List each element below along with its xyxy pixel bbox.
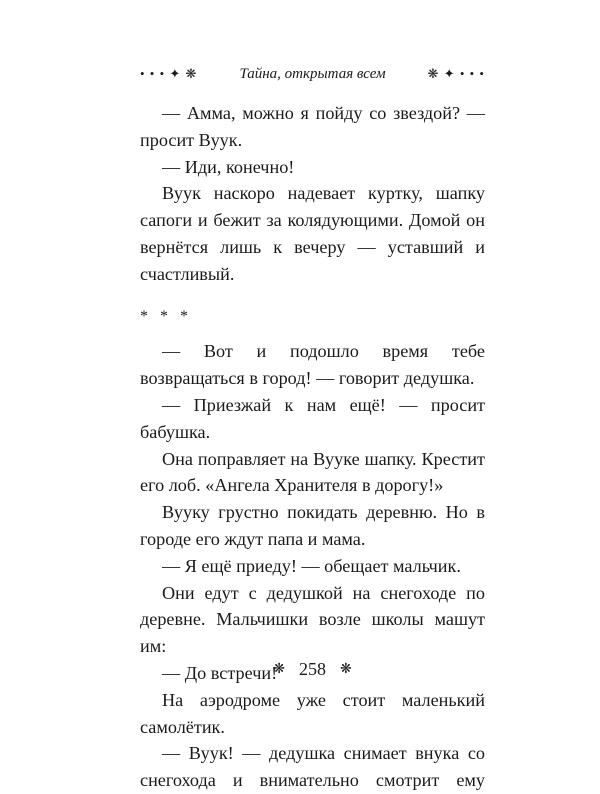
running-header bbox=[140, 62, 485, 86]
paragraph: Вууку грустно покидать деревню. Но в городе его ждут папа и мама. bbox=[140, 502, 485, 549]
paragraph: На аэродроме уже стоит маленький самолётик. bbox=[140, 689, 485, 737]
running-title: Тайна, открытая всем bbox=[239, 65, 386, 82]
header-right-ornament: ❋ ✦ • • • bbox=[427, 66, 485, 81]
footer-right-ornament: ❋ bbox=[340, 661, 352, 677]
paragraph: — До встречи! bbox=[162, 662, 278, 683]
header-left-ornament: • • • ✦ ❋ bbox=[140, 66, 198, 81]
footer-left-ornament: ❋ bbox=[273, 661, 285, 677]
paragraph: — Вот и подошло время тебе возвращаться в город! — говорит дедушка. bbox=[140, 341, 485, 389]
paragraph: Она поправляет на Вууке шапку. Крестит его лоб. «Ангела Хранителя в дорогу!» bbox=[140, 448, 485, 496]
paragraph: — Я ещё приеду! — обещает мальчик. bbox=[162, 555, 461, 576]
paragraph: — Приезжай к нам ещё! — просит бабушка. bbox=[140, 394, 485, 442]
section-separator: * * * bbox=[140, 307, 192, 325]
paragraph: Вуук наскоро надевает куртку, шапку сапоги и бежит за колядующими. Домой он вернётся лишь к вечеру — уставший и счастливый. bbox=[140, 183, 485, 284]
page-footer bbox=[140, 656, 485, 682]
paragraph: Они едут с дедушкой на снегоходе по деревне. Мальчишки возле школы машут им: bbox=[140, 582, 485, 657]
page-number: 258 bbox=[299, 658, 326, 679]
page-text bbox=[140, 100, 485, 794]
paragraph: — Амма, можно я пойду со звездой? — просит Вуук. bbox=[140, 103, 485, 150]
paragraph: — Вуук! — дедушка снимает внука со снегохода и внимательно смотрит ему bbox=[140, 743, 485, 791]
paragraph: — Иди, конечно! bbox=[162, 156, 295, 177]
